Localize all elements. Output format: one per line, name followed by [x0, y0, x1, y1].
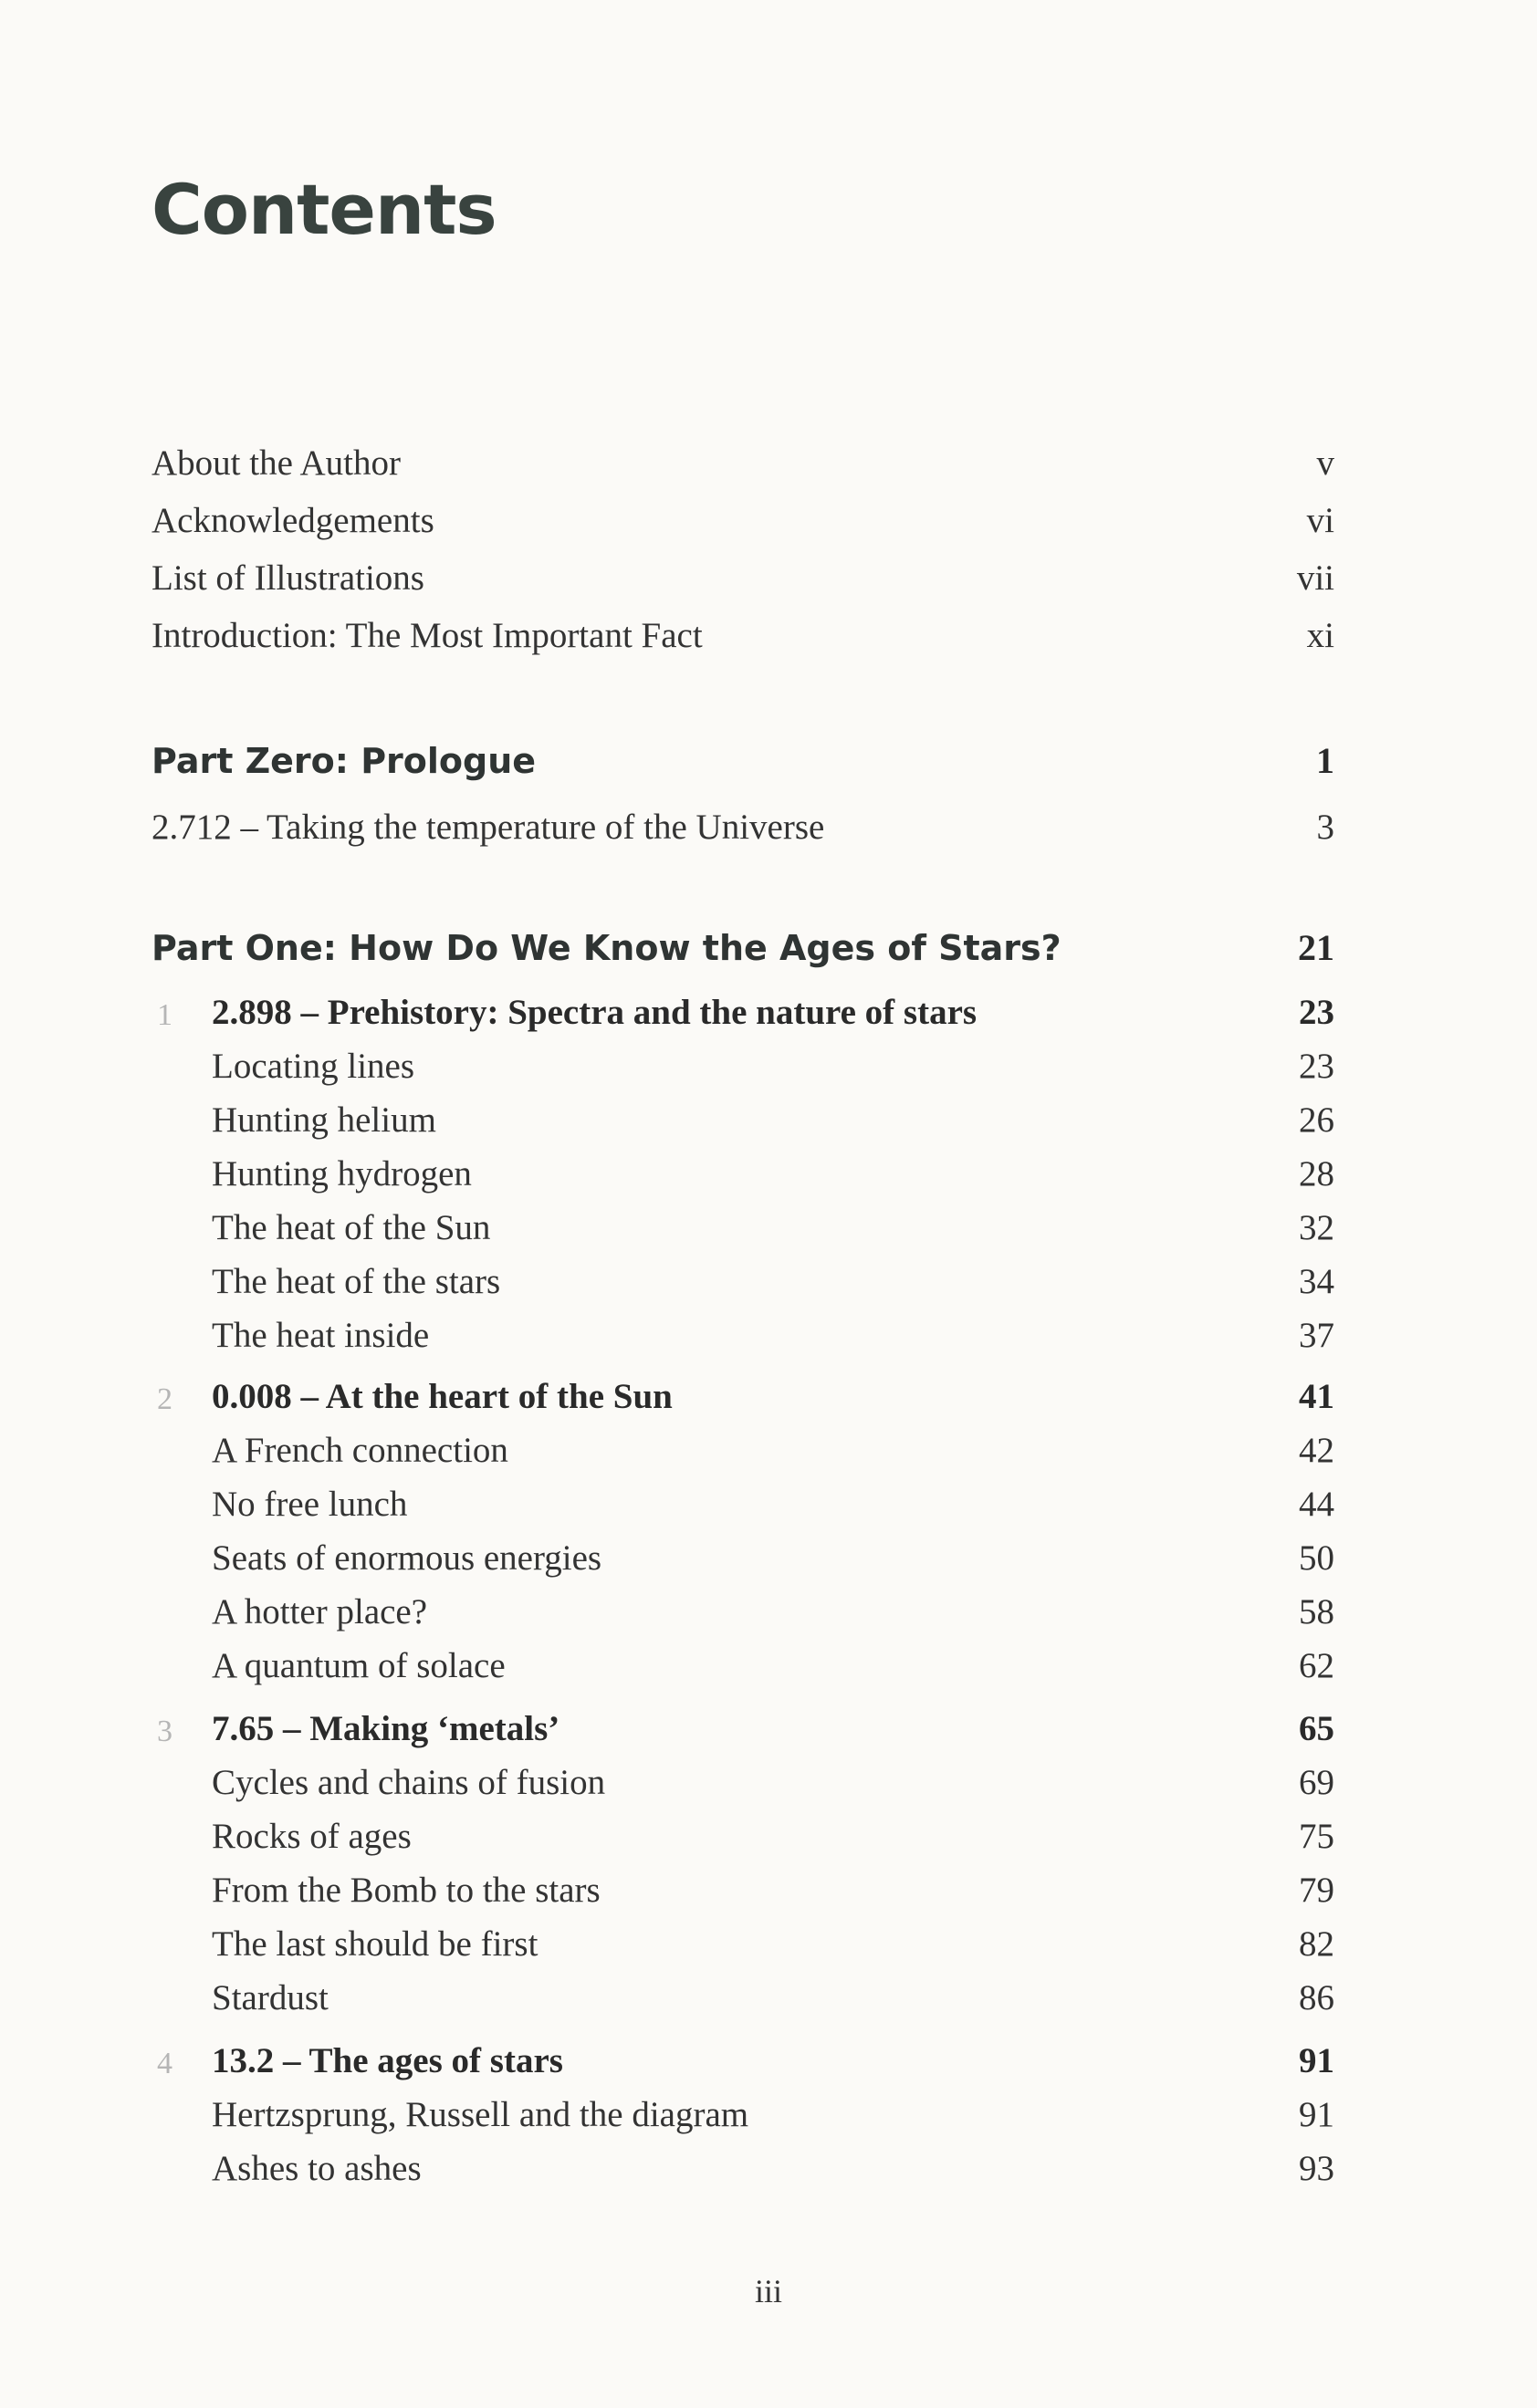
toc-section[interactable]	[212, 1046, 1334, 1087]
toc-entry-about-author[interactable]	[152, 443, 1334, 484]
section-page: 28	[1299, 1154, 1334, 1194]
chapter-page: 23	[1299, 993, 1334, 1032]
toc-entry-label: 2.712 – Taking the temperature of the Universe	[152, 808, 825, 847]
section-page: 86	[1299, 1978, 1334, 2017]
toc-section[interactable]	[212, 1261, 1334, 1302]
section-page: 58	[1299, 1592, 1334, 1631]
chapter-page: 91	[1299, 2041, 1334, 2080]
toc-section[interactable]	[212, 1591, 1334, 1632]
section-label: No free lunch	[212, 1485, 408, 1524]
toc-section[interactable]	[212, 2148, 1334, 2189]
toc-entry-label: Acknowledgements	[152, 501, 434, 540]
chapter-page: 41	[1299, 1377, 1334, 1416]
section-label: From the Bomb to the stars	[212, 1871, 601, 1910]
toc-section[interactable]	[212, 1484, 1334, 1525]
section-label: Ashes to ashes	[212, 2149, 422, 2188]
toc-entry-page: vi	[1306, 501, 1334, 540]
section-label: The last should be first	[212, 1924, 538, 1964]
section-label: Stardust	[212, 1978, 329, 2017]
section-page: 26	[1299, 1100, 1334, 1140]
part-heading: Part Zero: Prologue	[152, 741, 537, 781]
chapter-title: 7.65 – Making ‘metals’	[212, 1709, 560, 1748]
section-label: A hotter place?	[212, 1592, 428, 1631]
toc-section[interactable]	[212, 1645, 1334, 1686]
part-page: 21	[1298, 927, 1334, 968]
toc-entry-page: vii	[1296, 558, 1334, 598]
toc-entry-label: About the Author	[152, 443, 401, 483]
chapter-number: 3	[157, 1715, 173, 1748]
toc-section[interactable]	[212, 1207, 1334, 1248]
toc-section[interactable]	[212, 1923, 1334, 1965]
toc-section[interactable]	[212, 1315, 1334, 1356]
part-page: 1	[1316, 740, 1334, 781]
toc-chapter-1[interactable]	[212, 992, 1334, 1033]
section-page: 37	[1299, 1316, 1334, 1355]
section-label: Hertzsprung, Russell and the diagram	[212, 2095, 749, 2134]
toc-entry-label: List of Illustrations	[152, 558, 424, 598]
toc-part-zero[interactable]	[152, 739, 1334, 782]
section-page: 91	[1299, 2095, 1334, 2134]
section-label: A French connection	[212, 1431, 508, 1470]
section-page: 69	[1299, 1763, 1334, 1802]
toc-section[interactable]	[212, 1977, 1334, 2018]
section-page: 23	[1299, 1047, 1334, 1086]
page-number: iii	[754, 2273, 782, 2309]
toc-section[interactable]	[212, 2094, 1334, 2135]
toc-entry-page: 3	[1316, 808, 1334, 847]
toc-section[interactable]	[212, 1762, 1334, 1803]
section-page: 62	[1299, 1646, 1334, 1685]
toc-section[interactable]	[212, 1538, 1334, 1579]
section-page: 34	[1299, 1262, 1334, 1301]
toc-section[interactable]	[212, 1100, 1334, 1141]
section-page: 32	[1299, 1208, 1334, 1247]
section-label: Locating lines	[212, 1047, 415, 1086]
section-page: 93	[1299, 2149, 1334, 2188]
section-page: 79	[1299, 1871, 1334, 1910]
toc-entry-prologue[interactable]	[152, 807, 1334, 848]
toc-entry-label: Introduction: The Most Important Fact	[152, 616, 703, 655]
chapter-number: 4	[157, 2047, 173, 2080]
section-page: 42	[1299, 1431, 1334, 1470]
chapter-page: 65	[1299, 1709, 1334, 1748]
toc-entry-list-of-illustrations[interactable]	[152, 558, 1334, 599]
toc-section[interactable]	[212, 1430, 1334, 1471]
toc-entry-page: v	[1316, 443, 1334, 483]
section-label: Cycles and chains of fusion	[212, 1763, 606, 1802]
part-heading: Part One: How Do We Know the Ages of Stars?	[152, 928, 1061, 968]
chapter-title: 2.898 – Prehistory: Spectra and the nature of stars	[212, 993, 978, 1032]
section-page: 75	[1299, 1817, 1334, 1856]
section-page: 44	[1299, 1485, 1334, 1524]
toc-entry-page: xi	[1306, 616, 1334, 655]
toc-chapter-4[interactable]	[212, 2040, 1334, 2081]
section-page: 82	[1299, 1924, 1334, 1964]
section-label: The heat of the Sun	[212, 1208, 491, 1247]
toc-section[interactable]	[212, 1153, 1334, 1194]
chapter-number: 2	[157, 1382, 173, 1416]
section-label: Rocks of ages	[212, 1817, 412, 1856]
section-label: Seats of enormous energies	[212, 1538, 602, 1578]
section-label: The heat of the stars	[212, 1262, 501, 1301]
chapter-title: 0.008 – At the heart of the Sun	[212, 1377, 673, 1416]
chapter-number: 1	[157, 998, 173, 1032]
toc-chapter-3[interactable]	[212, 1708, 1334, 1749]
section-label: Hunting helium	[212, 1100, 436, 1140]
section-page: 50	[1299, 1538, 1334, 1578]
section-label: A quantum of solace	[212, 1646, 506, 1685]
toc-section[interactable]	[212, 1816, 1334, 1857]
toc-chapter-2[interactable]	[212, 1376, 1334, 1417]
chapter-title: 13.2 – The ages of stars	[212, 2041, 563, 2080]
section-label: Hunting hydrogen	[212, 1154, 472, 1194]
toc-entry-introduction[interactable]	[152, 615, 1334, 656]
toc-section[interactable]	[212, 1870, 1334, 1911]
toc-entry-acknowledgements[interactable]	[152, 500, 1334, 541]
page-title: Contents	[152, 169, 497, 250]
section-label: The heat inside	[212, 1316, 430, 1355]
toc-part-one[interactable]	[152, 926, 1334, 969]
